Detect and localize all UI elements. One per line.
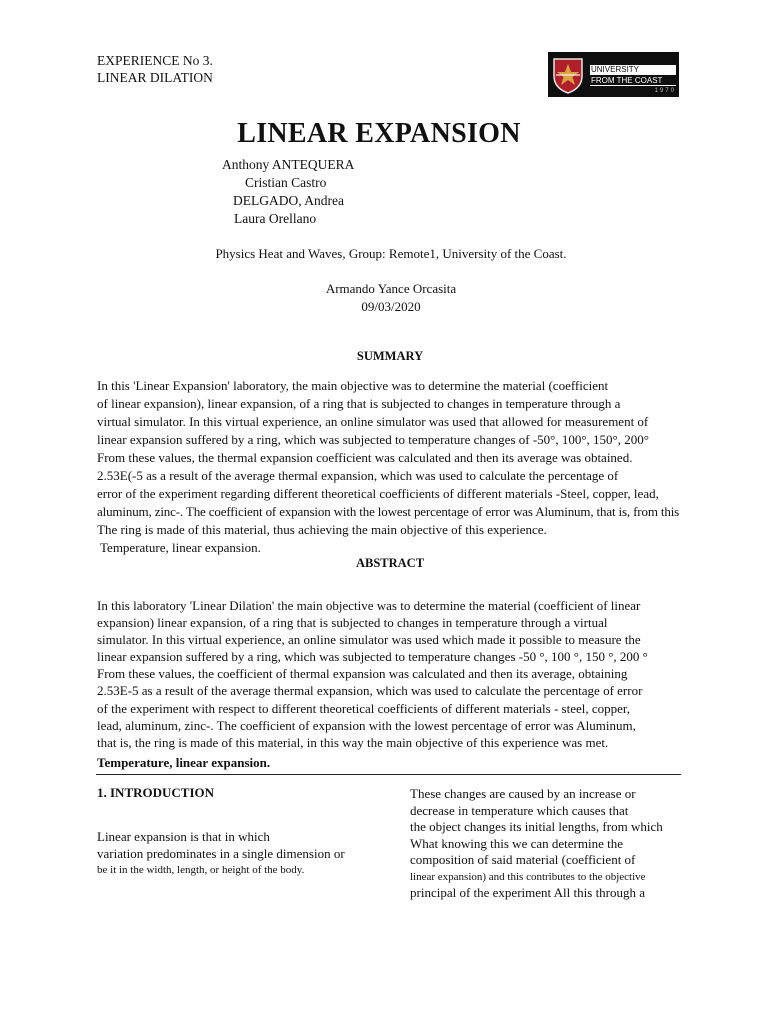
logo-text-year: 1970 bbox=[654, 88, 676, 94]
summary-heading: SUMMARY bbox=[356, 349, 424, 363]
paper-title: LINEAR EXPANSION bbox=[237, 118, 521, 149]
abstract-keywords: Temperature, linear expansion. bbox=[97, 755, 271, 770]
affiliation: Physics Heat and Waves, Group: Remote1, University of the Coast. bbox=[215, 246, 567, 261]
experience-subtitle: LINEAR DILATION bbox=[97, 70, 213, 85]
summary-line: virtual simulator. In this virtual experience, an online simulator was used that allowed for measurement of bbox=[97, 414, 649, 429]
summary-line: aluminum, zinc-. The coefficient of expansion with the lowest percentage of error was Aluminum, that is, from this bbox=[97, 504, 680, 519]
abstract-line: of the experiment with respect to different theoretical coefficients of different materials - steel, copper, bbox=[97, 700, 630, 716]
summary-paragraph bbox=[97, 377, 703, 557]
summary-line: 2.53E(-5 as a result of the average thermal expansion, which was used to calculate the percentage of bbox=[97, 468, 619, 483]
intro-right-line: principal of the experiment All this through a bbox=[410, 885, 646, 900]
abstract-heading: ABSTRACT bbox=[355, 556, 425, 570]
summary-line: linear expansion suffered by a ring, which was subjected to temperature changes of -50°, 100°, 150°, 200° bbox=[97, 432, 649, 447]
abstract-line: From these values, the coefficient of thermal expansion was calculated and then its average, obtaining bbox=[97, 666, 628, 682]
intro-left-line: variation predominates in a single dimension or bbox=[97, 845, 345, 861]
shield-icon bbox=[551, 56, 585, 94]
summary-line: of linear expansion), linear expansion, of a ring that is subjected to changes in temperature through a bbox=[97, 396, 621, 411]
author-4: Laura Orellano bbox=[234, 211, 317, 226]
university-logo bbox=[548, 52, 679, 97]
abstract-line: In this laboratory 'Linear Dilation' the main objective was to determine the material (coefficient of linear bbox=[97, 598, 641, 613]
abstract-line: 2.53E-5 as a result of the average thermal expansion, which was used to calculate the percentage of error bbox=[97, 683, 643, 699]
summary-line: In this 'Linear Expansion' laboratory, the main objective was to determine the material (coefficient bbox=[97, 378, 609, 393]
intro-right-line: linear expansion) and this contributes to the objective bbox=[410, 870, 646, 883]
date: 09/03/2020 bbox=[361, 299, 421, 314]
experience-number: EXPERIENCE No 3. bbox=[97, 53, 213, 68]
abstract-line: lead, aluminum, zinc-. The coefficient of expansion with the lowest percentage of error was Aluminum, bbox=[97, 717, 636, 733]
author-1: Anthony ANTEQUERA bbox=[222, 157, 355, 172]
intro-right-line: decrease in temperature which causes that bbox=[410, 802, 629, 818]
intro-left-line: be it in the width, length, or height of the body. bbox=[97, 864, 305, 876]
introduction-right-column bbox=[410, 786, 663, 902]
logo-text-university: UNIVERSITY bbox=[590, 65, 676, 75]
intro-right-line: composition of said material (coefficient of bbox=[410, 852, 636, 867]
intro-right-line: What knowing this we can determine the bbox=[410, 835, 623, 851]
section-divider bbox=[96, 774, 681, 775]
summary-line: error of the experiment regarding different theoretical coefficients of different materials -Steel, copper, lead, bbox=[97, 486, 659, 501]
intro-right-line: These changes are caused by an increase or bbox=[410, 786, 636, 801]
summary-keywords: Temperature, linear expansion. bbox=[97, 540, 261, 555]
intro-left-line: Linear expansion is that in which bbox=[97, 829, 270, 844]
summary-line: The ring is made of this material, thus achieving the main objective of this experience. bbox=[97, 522, 547, 537]
abstract-line: expansion) linear expansion, of a ring that is subjected to changes in temperature through a virtual bbox=[97, 615, 608, 631]
introduction-heading: 1. INTRODUCTION bbox=[97, 785, 215, 800]
abstract-paragraph bbox=[97, 597, 703, 751]
logo-text-coast: FROM THE COAST bbox=[590, 76, 676, 86]
abstract-line: linear expansion suffered by a ring, which was subjected to temperature changes -50 °, 100 °, 150 °, 200 ° bbox=[97, 649, 648, 665]
summary-line: From these values, the thermal expansion coefficient was calculated and then its average was obtained. bbox=[97, 450, 633, 465]
author-3: DELGADO, Andrea bbox=[233, 193, 344, 208]
author-2: Cristian Castro bbox=[245, 175, 327, 190]
introduction-left-column bbox=[97, 829, 345, 879]
intro-right-line: the object changes its initial lengths, from which bbox=[410, 819, 663, 834]
abstract-line: simulator. In this virtual experience, an online simulator was used which made it possible to measure the bbox=[97, 632, 641, 648]
instructor: Armando Yance Orcasita bbox=[325, 281, 457, 296]
abstract-line: that is, the ring is made of this material, in this way the main objective of this experience was met. bbox=[97, 734, 609, 750]
